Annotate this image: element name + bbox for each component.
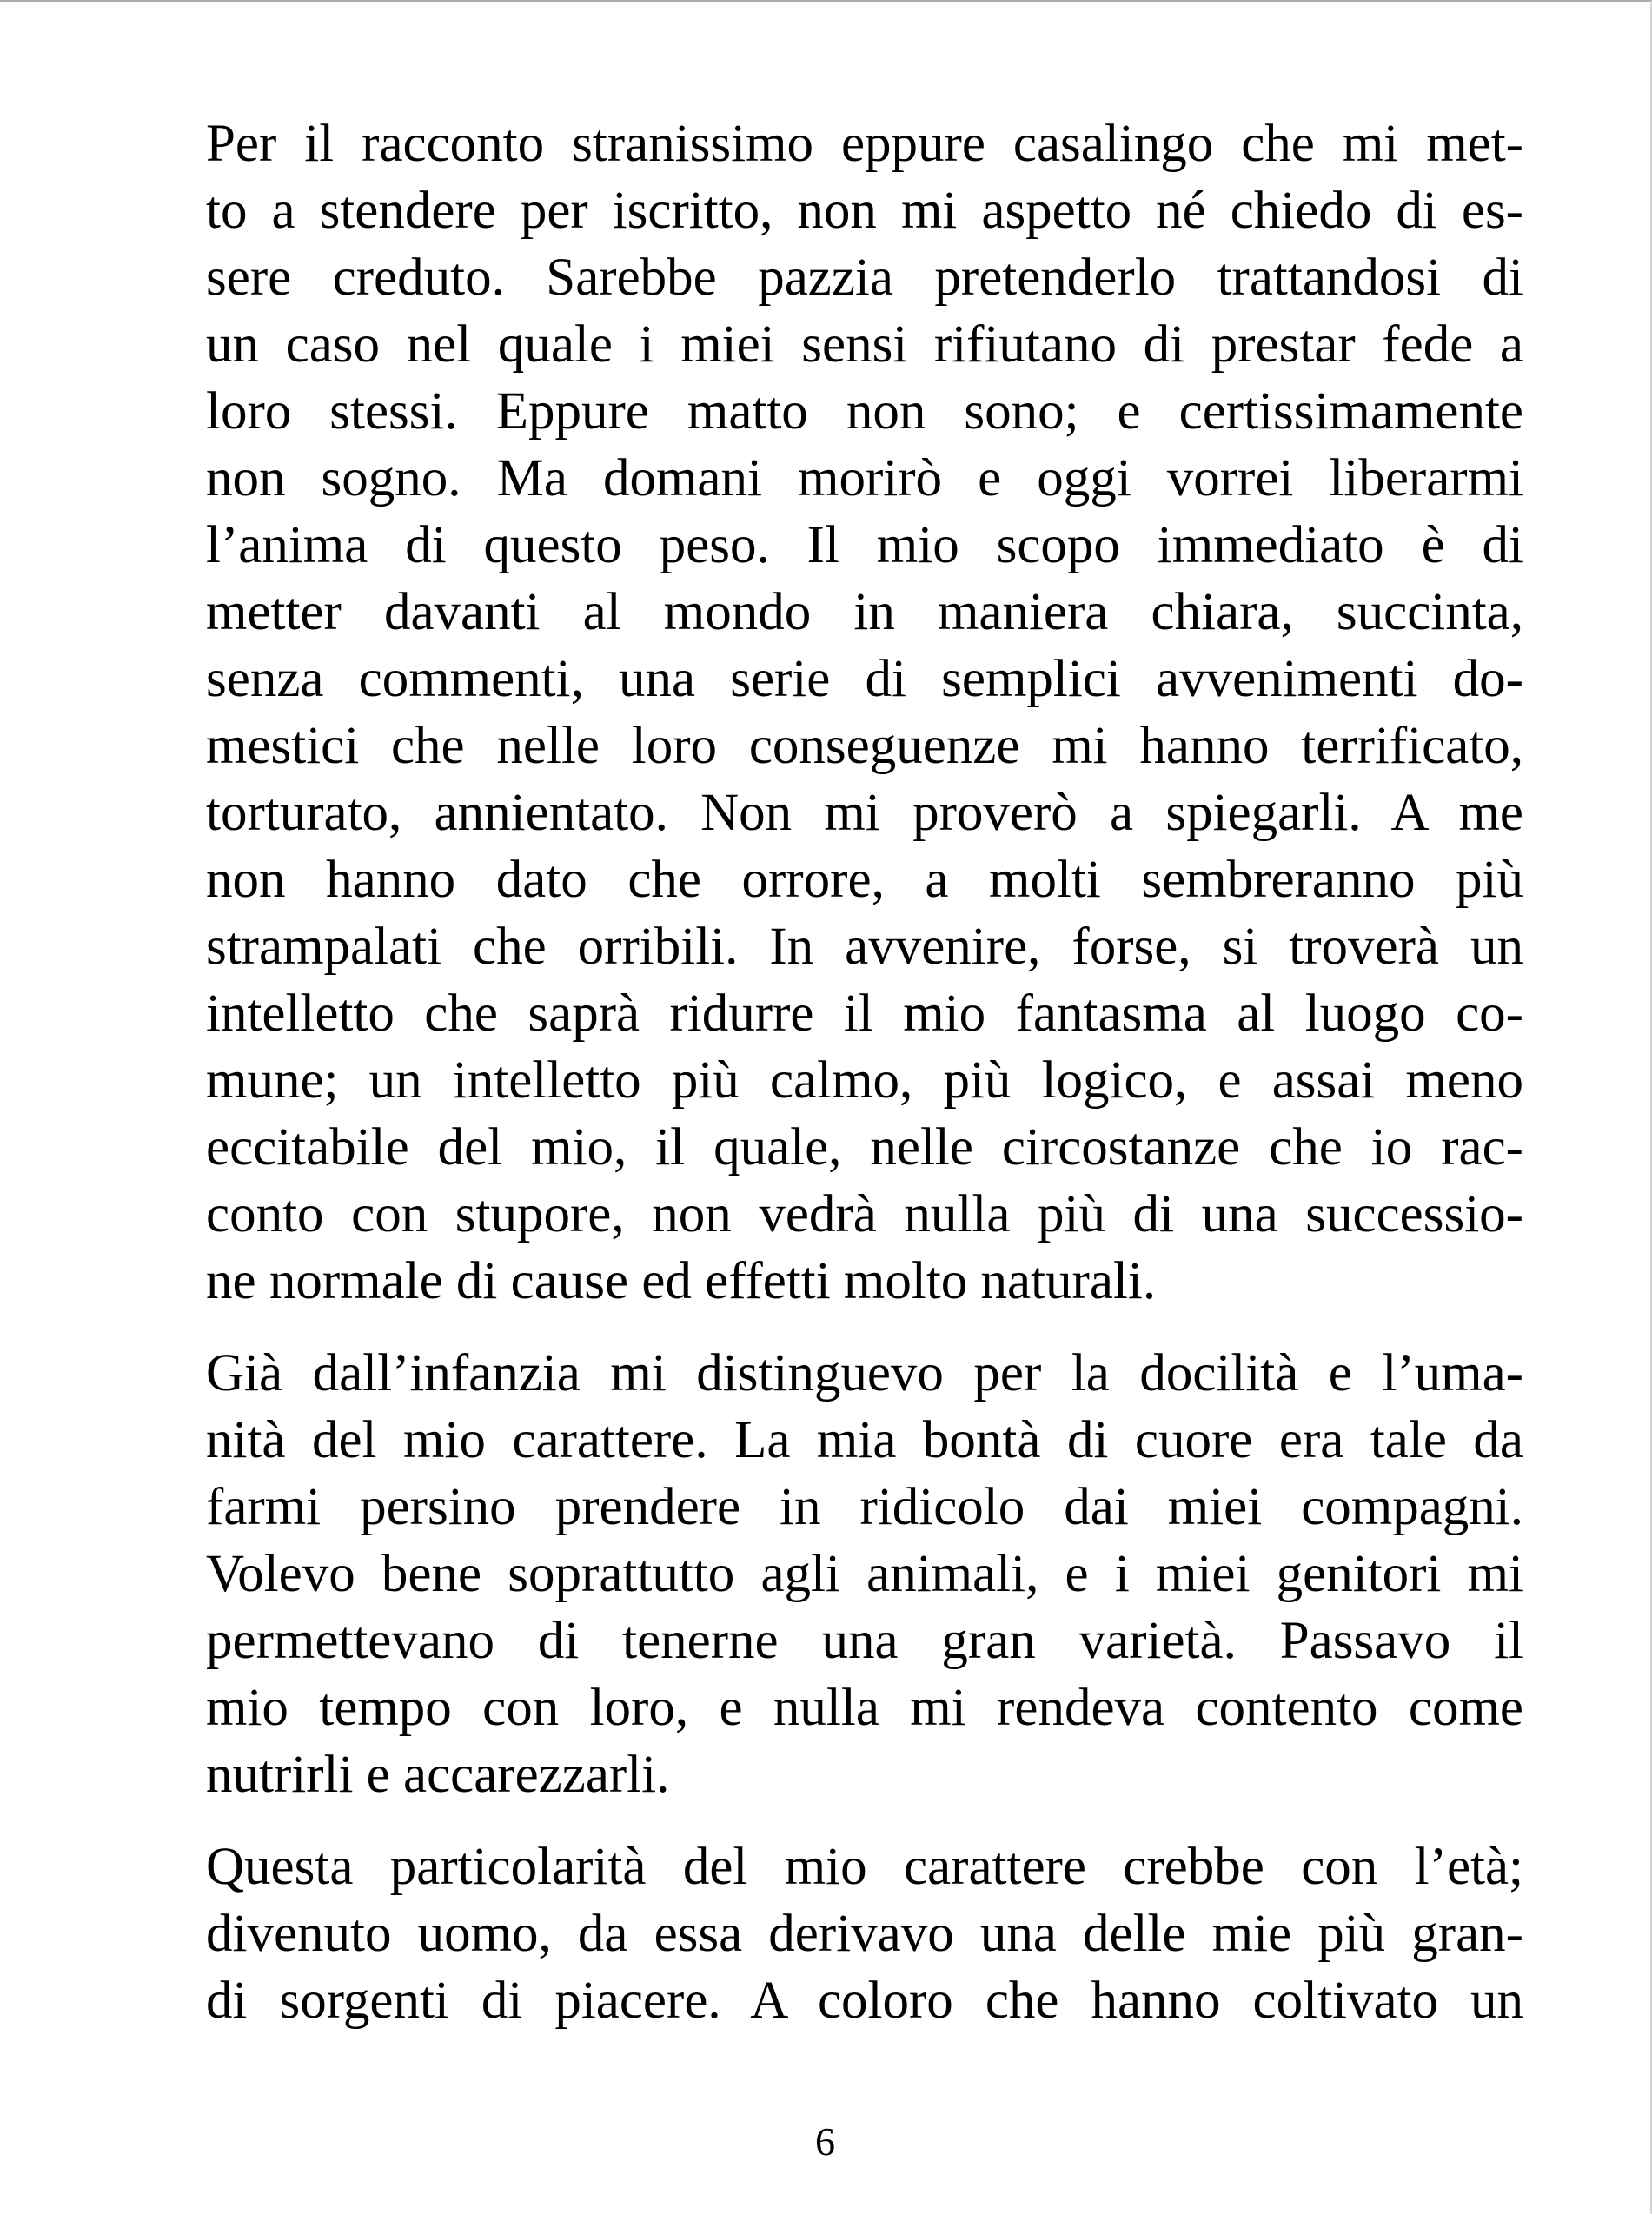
- paragraph: [206, 110, 1523, 1315]
- text-line: mio tempo con loro, e nulla mi rendeva contento come: [206, 1679, 1523, 1737]
- text-line: mune; un intelletto più calmo, più logico, e assai meno: [206, 1051, 1523, 1110]
- text-line: loro stessi. Eppure matto non sono; e certissimamente: [206, 382, 1523, 441]
- text-line: Per il racconto stranissimo eppure casalingo che mi met-: [206, 115, 1523, 173]
- text-line: Volevo bene soprattutto agli animali, e i miei genitori mi: [206, 1545, 1523, 1603]
- text-line: conto con stupore, non vedrà nulla più di una successio-: [206, 1185, 1523, 1243]
- text-line: divenuto uomo, da essa derivavo una delle mie più gran-: [206, 1905, 1523, 1963]
- text-line: l’anima di questo peso. Il mio scopo immediato è di: [206, 516, 1523, 574]
- text-line: un caso nel quale i miei sensi rifiutano di prestar fede a: [206, 315, 1523, 374]
- paragraph: [206, 1340, 1523, 1808]
- text-line: nità del mio carattere. La mia bontà di cuore era tale da: [206, 1411, 1523, 1469]
- text-line: permettevano di tenerne una gran varietà. Passavo il: [206, 1612, 1523, 1670]
- text-line: non sogno. Ma domani morirò e oggi vorrei liberarmi: [206, 449, 1523, 507]
- paragraph: [206, 1833, 1523, 2034]
- text-line: ne normale di cause ed effetti molto naturali.: [206, 1252, 1157, 1310]
- text-line: farmi persino prendere in ridicolo dai miei compagni.: [206, 1478, 1523, 1536]
- text-line: eccitabile del mio, il quale, nelle circostanze che io rac-: [206, 1118, 1523, 1177]
- text-line: to a stendere per iscritto, non mi aspetto né chiedo di es-: [206, 182, 1523, 240]
- text-line: Questa particolarità del mio carattere crebbe con l’età;: [206, 1838, 1523, 1896]
- text-line: mestici che nelle loro conseguenze mi hanno terrificato,: [206, 717, 1523, 775]
- text-line: strampalati che orribili. In avvenire, forse, si troverà un: [206, 918, 1523, 976]
- body-text: [206, 110, 1523, 2059]
- text-line: metter davanti al mondo in maniera chiara, succinta,: [206, 583, 1523, 641]
- text-line: senza commenti, una serie di semplici avvenimenti do-: [206, 650, 1523, 708]
- text-line: di sorgenti di piacere. A coloro che hanno coltivato un: [206, 1972, 1523, 2030]
- text-line: intelletto che saprà ridurre il mio fantasma al luogo co-: [206, 984, 1523, 1043]
- text-line: nutrirli e accarezzarli.: [206, 1746, 670, 1804]
- text-line: non hanno dato che orrore, a molti sembreranno più: [206, 851, 1523, 909]
- text-line: sere creduto. Sarebbe pazzia pretenderlo trattandosi di: [206, 249, 1523, 307]
- text-line: torturato, annientato. Non mi proverò a spiegarli. A me: [206, 784, 1523, 842]
- page-number: 6: [815, 2119, 835, 2164]
- text-line: Già dall’infanzia mi distinguevo per la docilità e l’uma-: [206, 1344, 1523, 1402]
